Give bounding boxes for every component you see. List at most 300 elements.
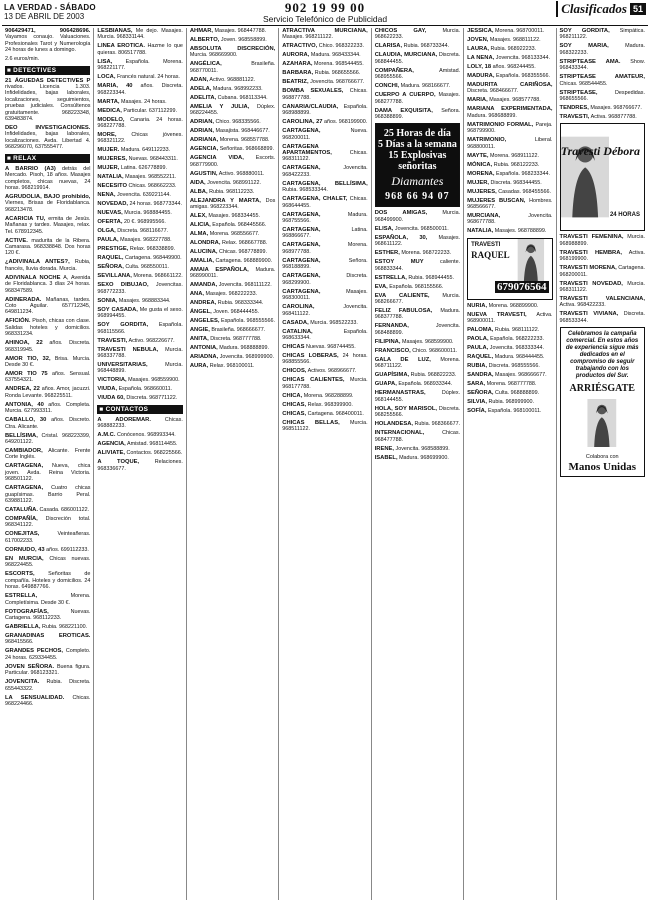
ad-text: Masajes. 968559900. [128,377,180,384]
classified-ad [5,194,90,213]
ad-text: Murcia. 968988899. [559,234,645,247]
classified-ad [375,390,460,403]
ad-text: Amistad. 968955566. [374,67,461,81]
ad-text: Morena. 968777788. [486,381,537,388]
ad-text: Masajes. 968227788. [120,237,172,244]
display-ad-debora [560,123,645,231]
ad-text: Pareja. 968799900. [467,121,553,135]
classified-ad [467,228,552,234]
section-label [556,1,646,17]
ad-text: Masajes. 968811122. [489,37,541,43]
ad-keyword: ¿ADIVINALA ANTES?, [5,259,70,266]
ad-text: Murcia. 968337788. [97,346,183,360]
ad-keyword: CAROLINA, 27 [282,119,323,126]
ad-keyword: NECESITO [97,183,127,190]
classified-ad [5,448,90,461]
ad-keyword: JOVEN SEÑORA. [5,663,55,670]
ad-days-line: 5 Días a la semana [377,139,457,151]
ad-text: Nuevas. 968443311. [128,156,178,163]
classified-ad [5,78,90,123]
ad-keyword: AIDA, [189,179,206,186]
classified-ad [190,86,275,92]
ad-text: Nueva, chica joven. Avda. Reina Victoria. 968501122. [5,463,91,483]
ad-keyword: PALOMA, [467,327,494,334]
ad-keyword: CONCHI, [374,83,400,90]
ad-text: años. Discreta. 968223344. [97,83,183,96]
ad-text: Discreta. 968844455. [374,52,461,65]
ad-keyword: NURIA, [467,302,488,309]
ad-text: Chicas jóvenes. 968321122. [97,132,183,145]
ad-keyword: MUJER, [97,165,120,172]
classified-ad [5,633,90,646]
classified-ad [5,275,90,294]
ad-keyword: SOY CASADA, [97,306,138,313]
ad-text: Cartagena. 968200011. [559,265,645,278]
ad-keyword: 21 ÁGUEDAS DETECTIVES P [5,77,91,84]
ad-keyword: ANA, [189,291,205,298]
classified-ad [5,340,90,353]
classified-ad [467,390,552,396]
classified-ad [190,213,275,219]
classified-ad [282,320,367,326]
ad-keyword: ADELITA, [189,94,217,101]
classified-ad [467,28,552,34]
ad-text: 968415566. [5,639,34,646]
ad-text: Cartagena. 968889900. [215,258,273,265]
ad-text: Jovencita. 968500011. [394,225,449,232]
classified-ad [560,234,645,247]
ad-model-name: Travesti Débora [560,144,640,159]
classified-ad [97,273,182,279]
ad-keyword: JESSICA, [467,28,494,34]
ad-text: Masajes. 968211122. [282,34,334,41]
classified-ad [97,156,182,162]
classified-ad [97,322,182,335]
ad-text: Masajes. 968577788. [489,97,541,104]
ad-text: Chicas nuevas. 968224455. [5,555,91,569]
ad-keyword: SEXO DIBUJAO, [97,282,149,289]
ad-text: Jovencita. 968411122. [282,304,368,317]
ad-keyword: CONEJITAS, [5,531,40,538]
ad-text: Viernes, Brisas de Floridablanca. 968213478. [5,200,91,213]
ad-text: Casada. 686001122. [39,507,90,514]
classified-ad [97,99,182,105]
ad-keyword: FOTOGRAFÍAS, [5,608,49,615]
ad-keyword: ANDREA, 22 [5,386,40,393]
classified-ad [5,433,90,446]
classified-ad [282,88,367,101]
classified-ad [282,212,367,225]
ad-keyword: COMPAÑÍA, [5,516,38,523]
ad-text: Chicas. 968662233. [128,183,177,190]
ad-text: Chicas. 968477788. [374,430,461,443]
classified-ad [282,144,367,163]
ad-text: Activo. 968880011. [218,170,265,177]
classified-ad [467,73,552,79]
ad-keyword: NATALIA, [467,228,494,235]
ad-text: años. 968199900. [324,119,368,126]
ad-keyword: MUJER, [467,179,490,186]
ad-keyword: A BARRIO (A3) [5,165,56,172]
ad-keyword: GALA DE LUZ, [374,356,431,363]
classified-ad [560,90,645,103]
classified-ad [190,267,275,280]
classified-ad [282,52,367,58]
section-heading-text: DETECTIVES [13,66,57,74]
ad-keyword: MUJERES BUSCAN, [467,197,526,204]
classified-ad [5,125,90,151]
classified-ad [5,531,90,544]
page-header [0,0,650,26]
classified-ad [560,59,645,72]
ad-keyword: TRAVESTI VIVIANA, [559,311,619,318]
ad-text: Joven. 968444455. [213,309,260,316]
ad-text: Madura. 968433344. [310,52,361,59]
ad-text: Morena. 968556677. [209,231,260,238]
ad-text: Chicas. 968877788. [282,88,368,101]
ad-text: Española. 968660011. [118,386,173,393]
ad-keyword: ANTONIA, 40 [5,401,44,408]
promo-brand: ARRIÉSGATE [569,383,635,395]
ad-text: Escorts. 968779900. [189,155,276,168]
ad-text: Rubia. 968922233. [490,46,537,52]
classified-ad [467,354,552,360]
ad-text: años. Discreto. Ctra. Alicante. [5,417,91,430]
ad-text: Jovencita. 968991122. [207,179,261,186]
classified-ad [282,242,367,255]
classified-ad [5,56,90,62]
ad-keyword: MARTA, [97,98,120,105]
ad-keyword: AMELIA Y JULIA, [189,103,250,110]
ad-keyword: GABRIELLA, [5,623,41,630]
classified-ad [467,82,552,95]
ad-text: Jovencita. 968333344. [489,345,545,352]
ad-keyword: ALEX, [189,213,207,220]
ad-keyword: AHMAR, [189,28,214,34]
ad-text: años. Discreta. 968319945. [5,340,91,353]
classified-ad [282,258,367,271]
classified-ad [560,311,645,324]
classified-ad [467,171,552,177]
ad-text: años. 968244455. [492,64,536,70]
ad-girls-line: 15 Explosivas señoritas [388,150,447,173]
classified-ad [282,181,367,194]
ad-text: Española. 968222233. [490,336,545,343]
ad-keyword: AURA, [189,363,209,370]
section-heading [5,154,90,163]
ad-text: Madura. 968888899. [219,345,270,352]
classified-ad [5,259,90,272]
ad-keyword: CHICAS, [282,410,307,417]
ad-text: Española. Morena. 968221177. [97,58,183,72]
ad-text: Murcia. 968499900. [374,210,461,223]
classified-ad [97,338,182,344]
ad-text: Relax. 968399900. [307,401,353,408]
ad-keyword: 906429471, 906428696. [5,28,91,34]
classified-ad [5,356,90,369]
classified-ad [5,648,90,661]
ad-keyword: ANGIE, [189,327,210,334]
classified-ad [282,377,367,390]
ad-keyword: ADELA, [189,85,212,92]
ad-keyword: CARTAGENA, BELLÍSIMA, [282,180,368,187]
ad-keyword: PAULA, [97,237,119,244]
ad-keyword: AMANDA, [189,282,218,289]
ad-text: Discreta. 968466677. [467,88,519,95]
ad-text: Señora. 968388899. [374,107,461,121]
ad-keyword: CUERPO A CUERPO, [374,92,436,99]
classified-ad [97,183,182,189]
ad-keyword: MADURITA CARIÑOSA, [467,82,553,88]
ad-hours-line: 25 Horas de día [383,128,451,140]
ad-keyword: CARTAGENA, [282,257,321,264]
ad-keyword: GRANADINAS EROTICAS. [5,632,91,639]
ad-keyword: HOLANDESA, [374,421,414,428]
ad-keyword: VICTORIA, [97,377,127,384]
ad-text: Masajes. 968447788. [214,28,267,34]
section-heading-text: CONTACTOS [105,405,149,413]
ad-keyword: IRENE, [374,445,395,452]
ad-keyword: OFERTA, [97,219,123,226]
promo-photo [567,399,637,447]
ad-keyword: AMOR TIO 75 [5,371,48,377]
ad-text: Española. 968155566. [389,283,444,290]
ad-keyword: CHICAS BELLAS, [282,419,340,426]
ad-keyword: ESCORTS, [5,571,35,578]
classified-ad [560,281,645,294]
ad-keyword: SANDRA, [467,372,494,379]
classified-ad [282,289,367,302]
classified-ad [190,327,275,333]
classified-ad [190,354,275,360]
classified-ad [97,219,182,225]
classified-ad [375,348,460,354]
display-ad-diamantes [375,123,460,207]
classified-ad [97,417,182,430]
ad-text: Chicas. 968644455. [282,196,368,209]
ad-keyword: SONIA, [97,297,118,304]
ad-text: Española. 968633344. [282,328,368,341]
classified-ad [97,246,182,252]
ad-text: 20 €. 968995566. [123,219,166,226]
classified-ad [467,345,552,351]
ad-text: Liberal. 968800011. [467,137,553,150]
classified-ad [97,132,182,145]
ad-keyword: AURORA, [282,52,310,59]
classified-ad [5,417,90,430]
ad-keyword: UNIVERSITARIAS, [97,362,148,369]
classified-ad [190,240,275,246]
ad-text: Murcia. 968511122. [282,419,368,433]
ad-keyword: AGENCIA, [189,146,219,153]
ad-keyword: MÓNICA, [467,161,493,168]
ad-keyword: CLARISA, [374,43,403,50]
ad-keyword: CHICAS CALIENTES, [282,377,345,384]
classified-ad [282,402,367,408]
ad-text: Dos amigas. 968223344. [189,197,276,211]
ad-text: Rubia. 968112233. [209,188,255,195]
ad-keyword: CARTAGENA APARTAMENTOS, [282,143,332,157]
ad-keyword: ARIADNA, [189,354,219,361]
classified-ad [97,108,182,114]
ad-text: Masajista. 968446677. [215,128,270,135]
ad-text: Chicas. 968311122. [282,150,368,163]
classified-ad [375,430,460,443]
ad-text: Discreta. 968116677. [117,228,169,235]
ad-keyword: OLGA, [97,228,116,235]
ad-text: Española. 968233344. [495,170,550,177]
ad-keyword: SOY GORDITA, [559,28,610,34]
classified-ad [282,196,367,209]
ad-text: Española. 968115566. [97,322,183,335]
ad-keyword: MUJERES, [97,156,128,163]
ad-keyword: ESTOY MUY [374,259,424,266]
ad-text: Contactos. 968225566. [126,450,183,457]
ad-keyword: AMAIA ESPAÑOLA, [189,267,249,274]
ad-keyword: CAROLINA, [282,304,315,311]
ad-text: Veinteañeras. 617002233. [5,531,91,544]
ad-keyword: RAQUEL, [97,255,124,262]
ad-keyword: ALBA, [189,188,208,195]
ad-keyword: MARIA, [467,97,488,104]
classified-ad [375,83,460,89]
ad-keyword: SEÑORA, [467,390,494,397]
classified-ad [282,368,367,374]
ad-keyword: SOY MARIA, [559,43,609,50]
ad-text: Señoritas de compañía. Hoteles y domicilios. 24 horas. 649887766. [5,571,91,591]
classified-ad [97,450,182,456]
ad-text: Señoritas. 968668899. [219,146,274,153]
ad-keyword: AFICIÓN. [5,318,31,325]
ad-text: Nuevas. 968744455. [306,343,356,350]
ad-text: Madura. 968322233. [559,43,645,56]
ad-text: Mañanas, tardes. Coto Aguilar. 657712345, 649811234. [5,296,91,316]
ad-text: Chicas. 968224466. [5,694,91,707]
classified-ad [190,37,275,43]
ad-text: Masajes. 968599900. [401,338,454,345]
ad-text: Murcia. 968311122. [559,280,645,294]
ad-keyword: ATRACTIVA MURCIANA, [282,28,368,34]
classified-ad [282,411,367,417]
classified-ad [282,420,367,433]
ad-text: Chico. 968335566. [215,119,261,126]
classified-ad [190,318,275,324]
model-photo [561,124,609,230]
ad-keyword: LA NENA, [467,55,495,61]
ad-text: Morena. 968711122. [374,356,461,370]
ad-text: Masajes. 968334455. [208,213,260,220]
ad-keyword: LESBIANAS, [97,28,133,34]
ad-keyword: CHICA, [282,392,303,399]
ad-text: Alicante. Frente Corte Inglés. [5,448,91,461]
ad-keyword: INTERNACIONAL, [374,430,425,437]
ad-keyword: PAOLA, [467,336,489,343]
classified-ad [282,70,367,76]
ad-keyword: FERNANDA, [374,323,409,330]
classified-ad [467,303,552,309]
classified-ad [97,74,182,80]
ad-text: Dúplex. 968224455. [189,103,276,117]
ad-keyword: ESTRELLA, [374,274,407,281]
ad-text: Me dejo. Masajes. Murcia. 968331144. [97,28,183,41]
ad-keyword: ESPAÑOLA, 30, [374,234,428,241]
ad-keyword: TENDRES, [559,105,589,112]
ad-keyword: AMOR TIO, 32, [5,355,51,362]
classified-ad [467,198,552,211]
classified-ad [5,664,90,677]
ad-keyword: ABSOLUTA DISCRECIÓN, [189,46,276,52]
classified-ad [5,402,90,415]
ad-keyword: ALUCINA, [189,249,218,256]
promo-text: Celebramos la campaña comercial. En estos años de experiencia sigue más dedicados en el compromiso de seguir trabajando con los productos del Sur. [565,331,639,380]
ad-keyword: CARTAGENA, [282,211,321,218]
classified-ad [560,250,645,263]
ad-keyword: AHINOA, 22 [5,340,43,347]
classified-ad [190,291,275,297]
ad-text: Masajes. 968277788. [374,92,461,105]
ad-keyword: A ADOREMAR. [97,416,151,423]
classified-ad [467,312,552,325]
classified-ad [190,137,275,143]
classified-ad [97,298,182,304]
section-title: Clasificados [556,1,627,17]
column-3 [187,28,279,900]
ad-phone: 968 66 94 07 [385,191,450,203]
ad-keyword: ESTRELLA, [5,593,38,600]
ad-keyword: ALICIA, [189,222,211,229]
ad-keyword: A.M.C. [97,432,116,439]
ad-keyword: PRESTIGE, [97,246,129,253]
ad-text: Madura. 968990011. [189,267,276,280]
classified-ad [5,485,90,504]
ad-text: Masajes. 968300011. [282,288,368,302]
ad-keyword: ADAN, [189,76,209,83]
ad-text: Señora. 968188899. [282,257,368,271]
classified-ad [97,201,182,207]
ad-keyword: MATRIMONIO, [467,137,507,144]
newspaper-name: LA VERDAD - SÁBADO [4,3,96,12]
classified-ad [190,300,275,306]
ad-keyword: SARA, [467,381,486,388]
classified-ad [282,128,367,141]
ad-keyword: BARBARA, [282,70,314,77]
classified-ad [375,52,460,65]
ad-keyword: CARTAGENA, [282,227,321,234]
classified-ad [5,28,90,54]
classified-ad [282,61,367,67]
ad-text: 24 horas. 968855566. [282,352,368,366]
classified-ad [97,347,182,360]
ad-text: Morena. 968700011. [495,28,545,34]
ad-keyword: ADRIANA, [189,137,219,144]
ad-keyword: LISA, [97,58,113,65]
classified-ad [375,235,460,248]
ad-text: Rubia. Discreta. 655443322. [5,679,91,692]
ad-keyword: AGENCIA, [97,441,126,448]
classified-ad [560,265,645,278]
ad-text: Nueva. 968200011. [282,128,368,141]
ad-text: Chico. 968322233. [318,43,365,50]
header-rule [2,25,648,26]
ad-keyword: NUEVAS, [97,210,123,217]
ad-keyword: MARIANA EXPERIMENTADA, [467,106,553,113]
classified-ad [5,593,90,606]
classified-ad [560,105,645,111]
ad-keyword: SOY GORDITA, [97,322,149,329]
ad-text: Discreta. 968344455. [490,179,542,186]
classified-ad [375,43,460,49]
classified-ad [97,307,182,320]
